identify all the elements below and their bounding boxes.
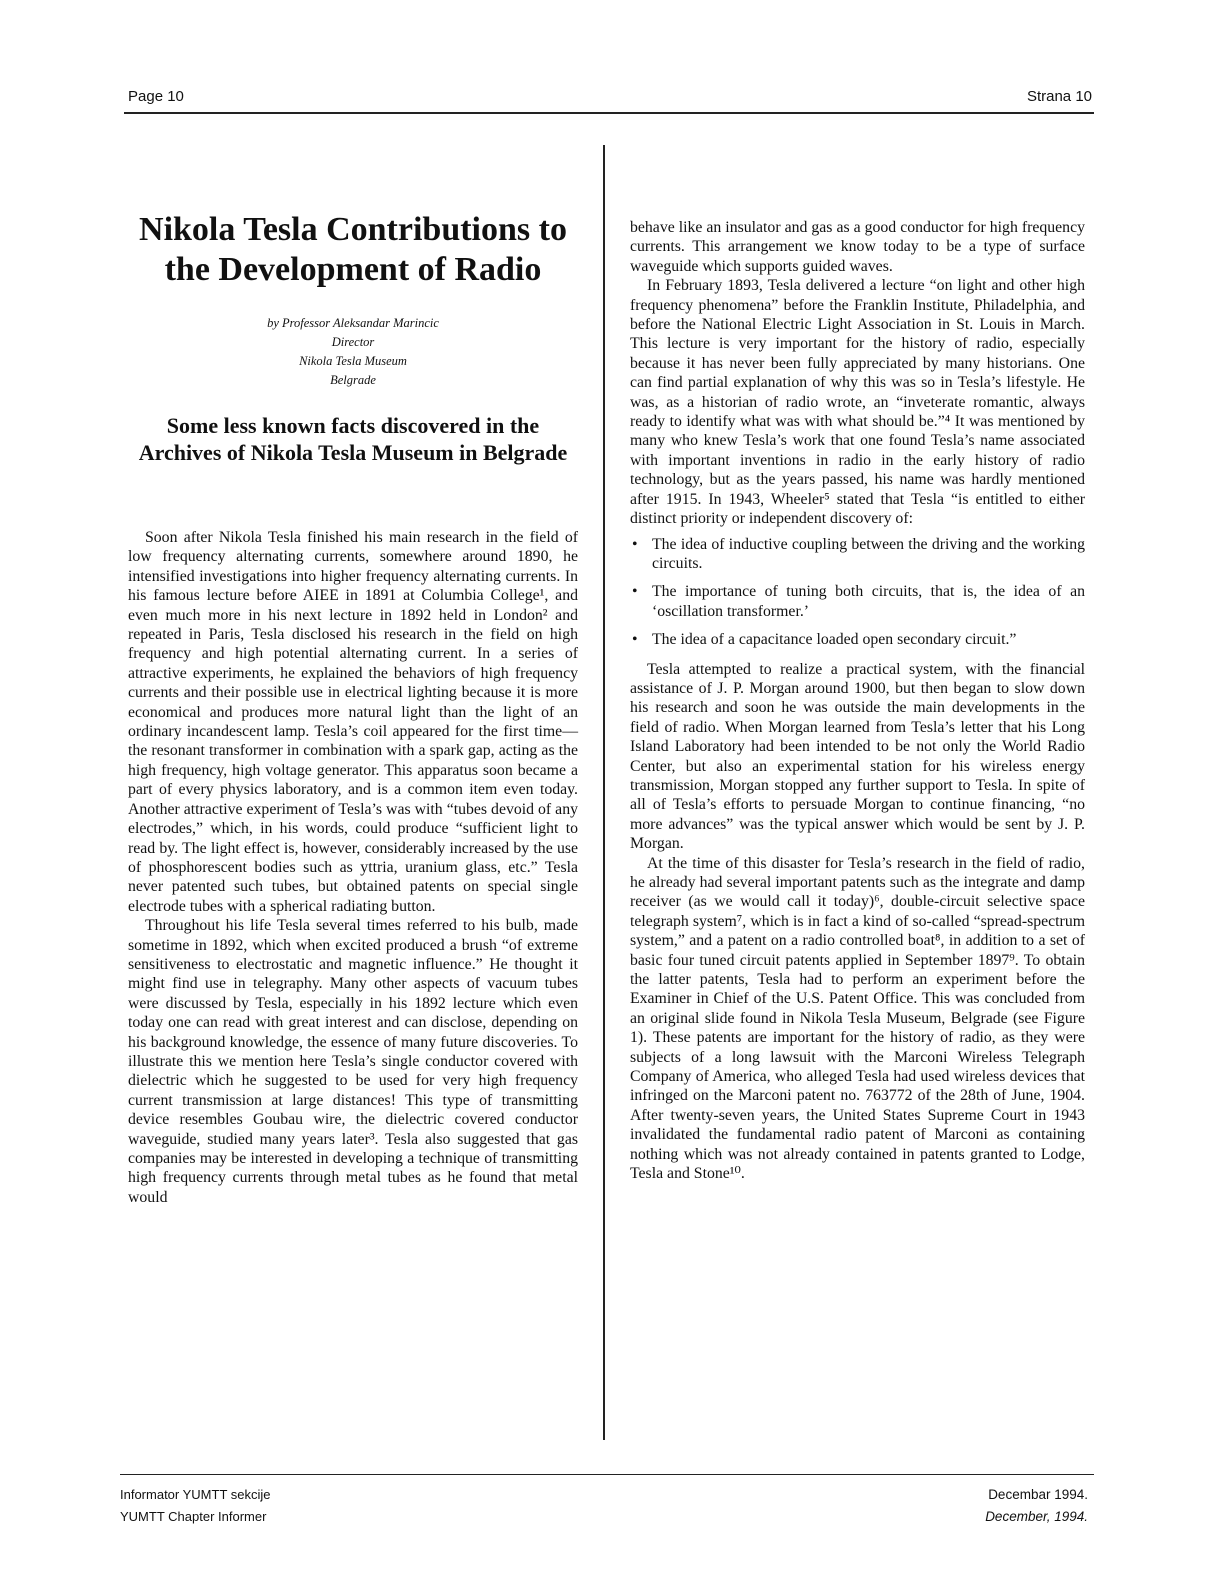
byline-author: by Professor Aleksandar Marincic — [267, 316, 439, 330]
right-column — [630, 218, 1085, 1184]
footer-rule — [120, 1474, 1094, 1475]
paragraph: Tesla attempted to realize a practical system, with the financial assistance of J. P. Morgan around 1900, but then began to slow down his research and soon he was outside the main developments in the field of radio. When Morgan learned from Tesla’s letter that his Long Island Laboratory had been intended to be not only the World Radio Center, but also an experimental station for his wireless energy transmission, Morgan stopped any further support to Tesla. In spite of all of Tesla’s efforts to persuade Morgan to continue financing, “no more advances” was the typical answer which would be sent by J. P. Morgan. — [630, 660, 1085, 853]
left-column — [128, 210, 578, 1207]
footer-publication — [120, 1484, 271, 1528]
page-number-left: Page 10 — [128, 88, 184, 105]
byline-role: Director — [331, 335, 375, 349]
page-number-right: Strana 10 — [1026, 88, 1092, 105]
paragraph: Soon after Nikola Tesla finished his main research in the field of low frequency alternating currents, somewhere around 1890, he intensified investigations into higher frequency alternating currents. In his famous lecture before AIEE in 1891 at Columbia College¹, and even much more in his next lecture in 1892 held in London² and repeated in Paris, Tesla disclosed his research in the field on high frequency and high potential alternating current. In a series of attractive experiments, he explained the behaviors of high frequency currents and their possible use in electrical lighting because it is more economical and produces more natural light than the light of an ordinary incandescent lamp. Tesla’s coil appeared for the first time—the resonant transformer in combination with a spark gap, acting as the high frequency, high voltage generator. This apparatus soon became a part of every physics laboratory, and is a common item even today. Another attractive experiment of Tesla’s was with “tubes devoid of any electrodes,” which, in his words, could produce “sufficient light to read by. The light effect is, however, considerably increased by the use of phosphorescent bodies such as yttria, uranium glass, etc.” Tesla never patented such tubes, but obtained patents on special single electrode tubes with a spherical radiating button. — [128, 529, 578, 915]
footer-date-serbian: Decembar 1994. — [988, 1487, 1088, 1502]
footer-date — [985, 1484, 1088, 1528]
list-item: • The idea of inductive coupling between the driving and the working circuits. — [630, 535, 1085, 574]
paragraph: At the time of this disaster for Tesla’s research in the field of radio, he already had several important patents such as the integrate and damp receiver (as we would call it today)⁶, double-circuit selective space telegraph system⁷, which is in fact a kind of so-called “spread-spectrum system,” and a patent on a radio controlled boat⁸, in addition to a set of basic four tuned circuit patents applied in September 1897⁹. To obtain the latter patents, Tesla had to perform an experiment before the Examiner in Chief of the U.S. Patent Office. This was concluded from an original slide found in Nikola Tesla Museum, Belgrade (see Figure 1). These patents are important for the history of radio, as they were subjects of a long lawsuit with the Marconi Wireless Telegraph Company of America, who alleged Tesla had used wireless devices that infringed on the Marconi patent no. 763772 of the 28th of June, 1904. After twenty-seven years, the United States Supreme Court in 1943 invalidated the fundamental radio patent of Marconi as containing nothing which was not already contained in patents granted to Lodge, Tesla and Stone¹⁰. — [630, 854, 1085, 1183]
paragraph: In February 1893, Tesla delivered a lecture “on light and other high frequency phenomena” before the Franklin Institute, Philadelphia, and before the National Electric Light Association in St. Louis in March. This lecture is very important for the history of radio, especially because it has never been fully appreciated by many historians. One can find partial explanation of why this was so in Tesla’s lifestyle. He was, as a historian of radio wrote, an “inveterate romantic, always ready to identify what was with what should be.”⁴ It was mentioned by many who knew Tesla’s work that one found Tesla’s name associated with important inventions in radio in the early history of radio technology, but as the years passed, his name was hardly mentioned after 1915. In 1943, Wheeler⁵ stated that Tesla “is entitled to either distinct priority or independent discovery of: — [630, 277, 1085, 528]
list-item: • The importance of tuning both circuits, that is, the idea of an ‘oscillation transformer.’ — [630, 582, 1085, 621]
footer-publication-serbian: Informator YUMTT sekcije — [120, 1487, 271, 1502]
paragraph: Throughout his life Tesla several times referred to his bulb, made sometime in 1892, which when excited produced a brush “of extreme sensitiveness to electrostatic and magnetic influence.” He thought it might find use in telegraphy. Many other aspects of vacuum tubes were discussed by Tesla, especially in his 1892 lecture which even today one can read with great interest and can disclose, depending on his background knowledge, the essence of many future discoveries. To illustrate this we mention here Tesla’s single conductor covered with dielectric which he suggested to be used for very high frequency current transmission at large distances! This type of transmitting device resembles Goubau wire, the dielectric covered conductor waveguide, studied many years later³. Tesla also suggested that gas companies may be interested in developing a technique of transmitting high frequency currents through metal tubes as he found that metal would — [128, 917, 578, 1206]
footer-date-english: December, 1994. — [985, 1509, 1088, 1524]
right-body — [630, 218, 1085, 1184]
article-subtitle: Some less known facts discovered in the Archives of Nikola Tesla Museum in Belgrade — [138, 413, 568, 465]
priority-list — [630, 535, 1085, 650]
byline-city: Belgrade — [330, 373, 376, 387]
left-body — [128, 528, 578, 1207]
header-rule — [124, 112, 1094, 114]
footer-publication-english: YUMTT Chapter Informer — [120, 1509, 267, 1524]
paragraph: behave like an insulator and gas as a good conductor for high frequency currents. This arrangement we know today to be a type of surface waveguide which supports guided waves. — [630, 219, 1085, 275]
byline — [128, 314, 578, 390]
article-title: Nikola Tesla Contributions to the Development of Radio — [139, 211, 567, 288]
column-divider — [603, 145, 605, 1440]
byline-institution: Nikola Tesla Museum — [299, 354, 407, 368]
list-item: • The idea of a capacitance loaded open secondary circuit.” — [630, 630, 1085, 649]
